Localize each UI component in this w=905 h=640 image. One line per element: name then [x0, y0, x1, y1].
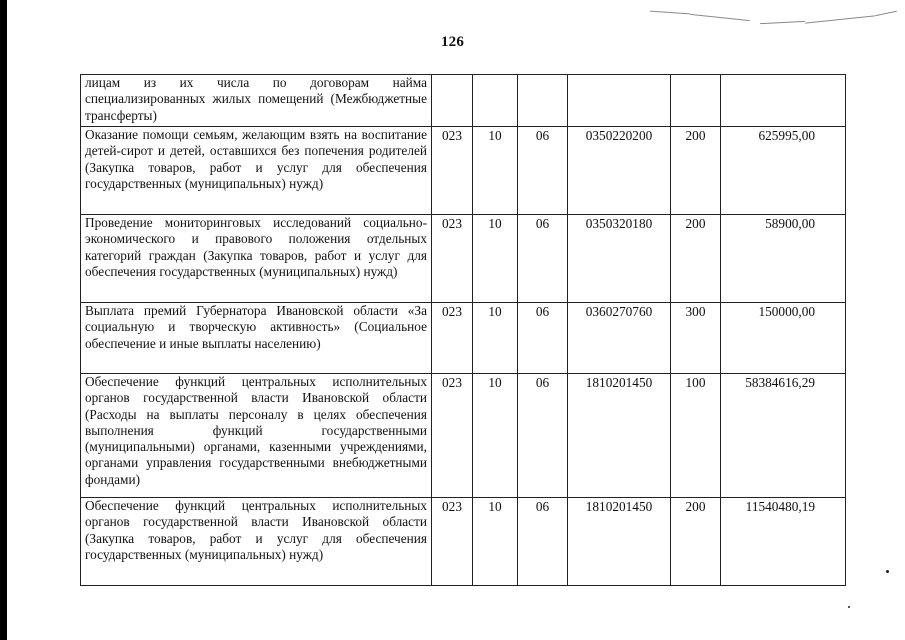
scan-mark	[875, 11, 897, 17]
table-row	[81, 303, 846, 374]
amount: 58384616,29	[721, 374, 846, 498]
scan-left-edge	[0, 0, 7, 640]
table-row	[81, 215, 846, 303]
target-code	[568, 75, 671, 127]
target-code: 0350320180	[568, 215, 671, 303]
section-code: 10	[473, 215, 518, 303]
subsection-code: 06	[518, 215, 568, 303]
amount: 625995,00	[721, 127, 846, 215]
section-code: 10	[473, 374, 518, 498]
page-number: 126	[440, 34, 465, 50]
admin-code: 023	[432, 303, 473, 374]
target-code: 1810201450	[568, 498, 671, 586]
expense-type-code: 200	[671, 215, 721, 303]
row-description: лицам из их числа по договорам найма специализированных жилых помещений (Межбюджетные трансферты)	[81, 75, 432, 127]
admin-code	[432, 75, 473, 127]
subsection-code: 06	[518, 127, 568, 215]
scan-mark	[760, 21, 805, 24]
target-code: 0350220200	[568, 127, 671, 215]
scan-mark	[805, 15, 875, 23]
section-code	[473, 75, 518, 127]
admin-code: 023	[432, 498, 473, 586]
budget-table	[80, 74, 846, 586]
table-row	[81, 374, 846, 498]
subsection-code: 06	[518, 303, 568, 374]
scan-mark	[650, 11, 690, 15]
subsection-code: 06	[518, 374, 568, 498]
target-code: 1810201450	[568, 374, 671, 498]
row-description: Оказание помощи семьям, желающим взять на воспитание детей-сирот и детей, оставшихся без попечения родителей (Закупка товаров, работ и услуг для обеспечения государственных (муниципальных) нужд)	[81, 127, 432, 215]
amount: 150000,00	[721, 303, 846, 374]
admin-code: 023	[432, 127, 473, 215]
section-code: 10	[473, 127, 518, 215]
scan-mark	[690, 14, 750, 21]
row-description: Проведение мониторинговых исследований социально-экономического и правового положения отдельных категорий граждан (Закупка товаров, работ и услуг для обеспечения государственных (муниципальных) нужд)	[81, 215, 432, 303]
table-row	[81, 127, 846, 215]
row-description: Обеспечение функций центральных исполнительных органов государственной власти Ивановской области (Закупка товаров, работ и услуг для обеспечения государственных (муниципальных) нужд)	[81, 498, 432, 586]
subsection-code: 06	[518, 498, 568, 586]
expense-type-code: 200	[671, 127, 721, 215]
admin-code: 023	[432, 374, 473, 498]
section-code: 10	[473, 303, 518, 374]
expense-type-code: 200	[671, 498, 721, 586]
scan-dot	[886, 570, 889, 573]
amount	[721, 75, 846, 127]
expense-type-code	[671, 75, 721, 127]
row-description: Выплата премий Губернатора Ивановской области «За социальную и творческую активность» (Социальное обеспечение и иные выплаты населению)	[81, 303, 432, 374]
row-description: Обеспечение функций центральных исполнительных органов государственной власти Ивановской области (Расходы на выплаты персоналу в целях обеспечения выполнения функций государственными (муниципальными) органами, казенными учреждениями, органами управления государственными внебюджетными фондами)	[81, 374, 432, 498]
table-row	[81, 498, 846, 586]
scan-dot	[848, 606, 850, 608]
table-row	[81, 75, 846, 127]
subsection-code	[518, 75, 568, 127]
expense-type-code: 300	[671, 303, 721, 374]
target-code: 0360270760	[568, 303, 671, 374]
section-code: 10	[473, 498, 518, 586]
amount: 11540480,19	[721, 498, 846, 586]
expense-type-code: 100	[671, 374, 721, 498]
amount: 58900,00	[721, 215, 846, 303]
admin-code: 023	[432, 215, 473, 303]
